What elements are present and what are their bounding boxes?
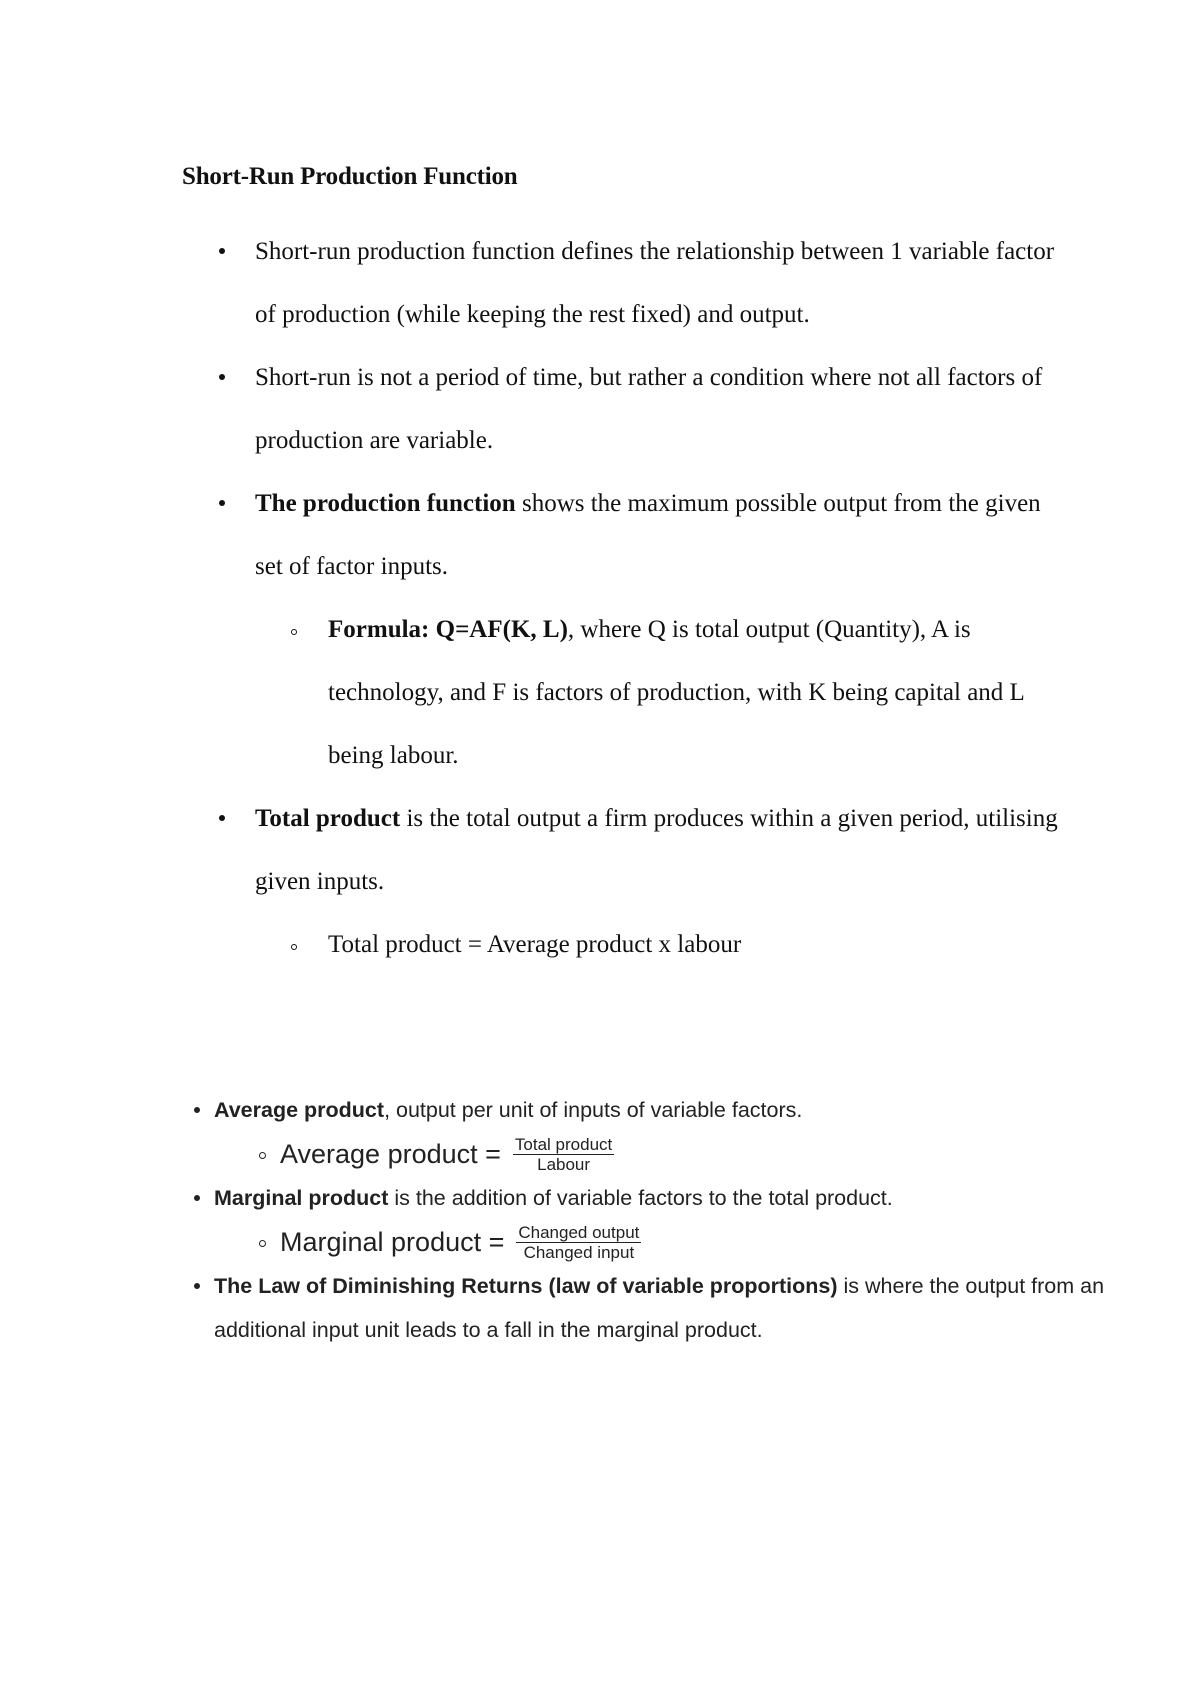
formula-label: Average product = [280, 1139, 501, 1169]
list-item [190, 1264, 1180, 1352]
fraction-denominator: Labour [537, 1154, 591, 1174]
bullet-text: is the addition of variable factors to the total product. [388, 1186, 893, 1210]
sub-bullet-text: , where Q is total output (Quantity), A is technology, and F is factors of production, with K being capital and L being labour. [328, 616, 1024, 769]
page-title: Short-Run Production Function [182, 163, 518, 190]
fraction-numerator: Changed output [518, 1222, 640, 1242]
list-item [182, 220, 1062, 346]
list-item [190, 1088, 1180, 1176]
bullet-text: shows the maximum possible output from the given set of factor inputs. [255, 490, 1041, 580]
list-item [190, 1176, 1180, 1264]
sub-list-item [255, 598, 1062, 787]
fraction [513, 1135, 614, 1174]
bold-term: Marginal product [214, 1186, 389, 1210]
bullet-text: Short-run is not a period of time, but rather a condition where not all factors of production are variable. [255, 364, 1043, 454]
sub-bullet-list [255, 913, 1062, 976]
bold-term: Average product [214, 1098, 385, 1122]
bullet-text: is the total output a firm produces within a given period, utilising given inputs. [255, 805, 1058, 895]
list-item [182, 472, 1062, 787]
list-item [182, 787, 1062, 976]
sub-bullet-text: Total product = Average product x labour [328, 931, 742, 958]
fraction [516, 1223, 641, 1262]
sub-list-item [255, 913, 1062, 976]
main-bullet-list [182, 220, 1062, 976]
bullet-text: , output per unit of inputs of variable factors. [384, 1098, 803, 1122]
bullet-text: is where the output from an additional input unit leads to a fall in the marginal product. [214, 1274, 1105, 1342]
marginal-product-formula [214, 1220, 1180, 1264]
bold-term: Total product [255, 805, 401, 832]
formula-label: Marginal product = [280, 1227, 505, 1257]
fraction-numerator: Total product [514, 1134, 613, 1154]
average-product-formula [214, 1132, 1180, 1176]
sub-bullet-list [255, 598, 1062, 787]
bullet-text: Short-run production function defines the relationship between 1 variable factor of production (while keeping the rest fixed) and output. [255, 238, 1055, 328]
list-item [182, 346, 1062, 472]
formula-term: Formula: Q=AF(K, L) [328, 616, 568, 643]
bold-term: The production function [255, 490, 516, 517]
fraction-denominator: Changed input [523, 1242, 635, 1262]
bold-term: The Law of Diminishing Returns (law of variable proportions) [214, 1274, 838, 1298]
secondary-bullet-list [190, 1088, 1180, 1352]
